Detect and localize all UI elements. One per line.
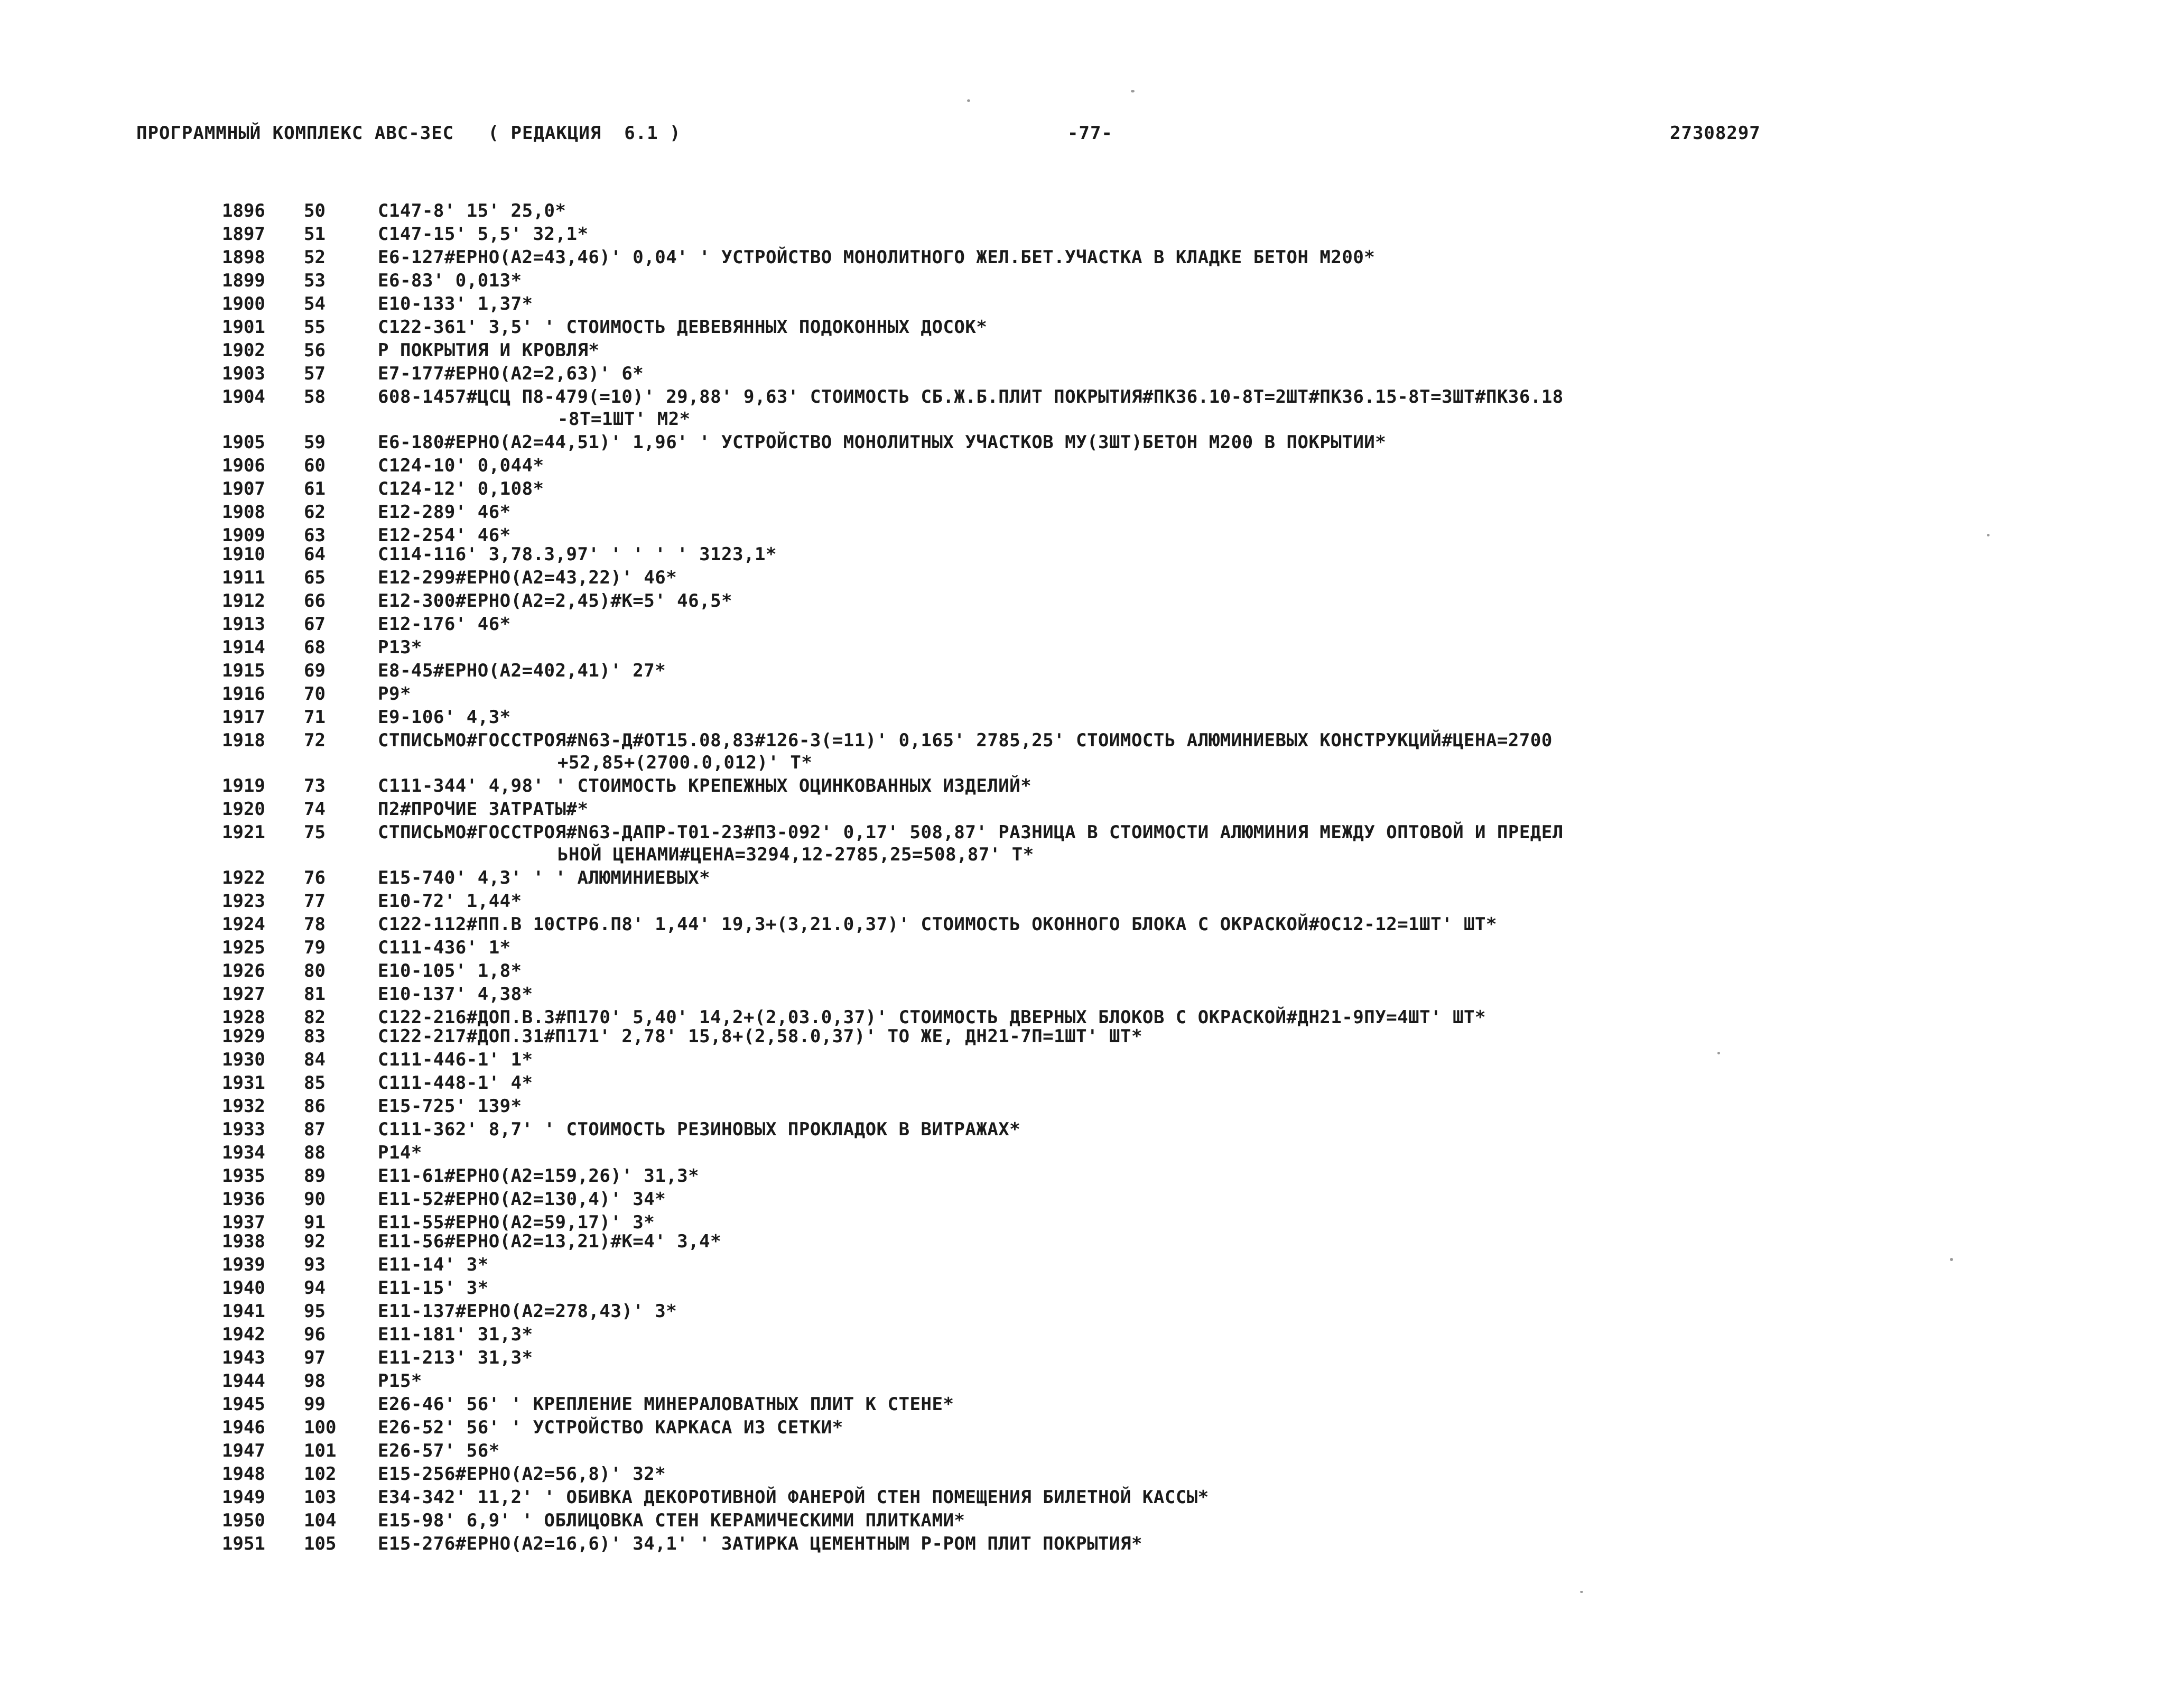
- statement-main: Е12-299#ЕРНО(А2=43,22)' 46*: [378, 567, 677, 588]
- statement-main: С122-216#ДОП.В.3#П170' 5,40' 14,2+(2,03.0,37)' СТОИМОСТЬ ДВЕРНЫХ БЛОКОВ С ОКРАСКОЙ#ДН21-9ПУ=4ШТ' ШТ*: [378, 1007, 1486, 1028]
- print-speck: [1950, 1258, 1953, 1261]
- statement-main: Р9*: [378, 683, 411, 705]
- statement-main: Е26-46' 56' ' КРЕПЛЕНИЕ МИНЕРАЛОВАТНЫХ ПЛИТ К СТЕНЕ*: [378, 1394, 954, 1415]
- listing-row: [222, 1463, 2029, 1485]
- listing-row: [222, 293, 2029, 315]
- statement-text: [378, 1486, 2029, 1508]
- statement-main: СТПИСЬМО#ГОССТРОЯ#N63-Д#ОТ15.08,83#126-3(=11)' 0,165' 2785,25' СТОИМОСТЬ АЛЮМИНИЕВЫХ КОНСТРУКЦИЙ#ЦЕНА=2700: [378, 730, 1553, 751]
- listing-row: [222, 1277, 2029, 1299]
- statement-text: [378, 1188, 2029, 1210]
- statement-number: 57: [304, 363, 326, 384]
- statement-number: 87: [304, 1119, 326, 1140]
- print-speck: [1987, 534, 1990, 536]
- statement-text: [378, 613, 2029, 635]
- line-number: 1916: [222, 683, 265, 705]
- statement-main: Е10-137' 4,38*: [378, 984, 533, 1005]
- line-number: 1945: [222, 1394, 265, 1415]
- statement-main: С114-116' 3,78.3,97' ' ' ' ' 3123,1*: [378, 544, 777, 565]
- listing-row: [222, 1049, 2029, 1071]
- statement-number: 94: [304, 1277, 326, 1299]
- statement-number: 52: [304, 247, 326, 268]
- statement-text: [378, 431, 2029, 453]
- line-number: 1915: [222, 660, 265, 681]
- statement-number: 67: [304, 614, 326, 635]
- statement-number: 81: [304, 984, 326, 1005]
- line-number: 1917: [222, 707, 265, 728]
- statement-number: 102: [304, 1463, 337, 1485]
- statement-number: 78: [304, 914, 326, 935]
- line-number: 1944: [222, 1370, 265, 1392]
- listing-row: [222, 1118, 2029, 1141]
- statement-main: Е11-15' 3*: [378, 1277, 489, 1299]
- line-number: 1910: [222, 544, 265, 565]
- header-title: ПРОГРАММНЫЙ КОМПЛЕКС АВС-3ЕС ( РЕДАКЦИЯ 6.1 ): [136, 123, 681, 144]
- statement-main: С124-10' 0,044*: [378, 455, 544, 476]
- statement-main: Р13*: [378, 637, 422, 658]
- statement-main: Е26-57' 56*: [378, 1440, 500, 1461]
- statement-text: [378, 1095, 2029, 1117]
- statement-main: Е12-300#ЕРНО(А2=2,45)#К=5' 46,5*: [378, 590, 733, 612]
- statement-main: С111-446-1' 1*: [378, 1049, 533, 1070]
- line-number: 1904: [222, 386, 265, 407]
- statement-text: [378, 660, 2029, 682]
- listing-row: [222, 339, 2029, 362]
- statement-main: Е12-289' 46*: [378, 502, 511, 523]
- line-number: 1949: [222, 1487, 265, 1508]
- statement-number: 73: [304, 775, 326, 796]
- statement-text: [378, 339, 2029, 362]
- statement-number: 91: [304, 1212, 326, 1233]
- line-number: 1900: [222, 293, 265, 314]
- statement-main: Е10-105' 1,8*: [378, 960, 522, 981]
- listing-row: [222, 1230, 2029, 1253]
- listing-row: [222, 1533, 2029, 1555]
- statement-main: Е11-55#ЕРНО(А2=59,17)' 3*: [378, 1212, 655, 1233]
- statement-main: Е11-56#ЕРНО(А2=13,21)#К=4' 3,4*: [378, 1231, 722, 1252]
- listing-row: [222, 729, 2029, 774]
- statement-text: [378, 1254, 2029, 1276]
- line-number: 1951: [222, 1533, 265, 1554]
- statement-continuation: ЬНОЙ ЦЕНАМИ#ЦЕНА=3294,12-2785,25=508,87' Т*: [557, 844, 1034, 865]
- statement-number: 74: [304, 799, 326, 820]
- statement-text: [378, 683, 2029, 705]
- line-number: 1906: [222, 455, 265, 476]
- statement-main: Е6-180#ЕРНО(А2=44,51)' 1,96' ' УСТРОЙСТВО МОНОЛИТНЫХ УЧАСТКОВ МУ(3ШТ)БЕТОН М200 В ПОКРЫТИИ*: [378, 432, 1387, 453]
- statement-main: С111-448-1' 4*: [378, 1072, 533, 1094]
- statement-text: [378, 1393, 2029, 1415]
- statement-number: 88: [304, 1142, 326, 1163]
- statement-main: Е11-137#ЕРНО(А2=278,43)' 3*: [378, 1301, 677, 1322]
- statement-number: 71: [304, 707, 326, 728]
- statement-text: [378, 798, 2029, 820]
- statement-text: [378, 1440, 2029, 1462]
- listing-row: [222, 660, 2029, 682]
- statement-main: Е11-181' 31,3*: [378, 1324, 533, 1345]
- line-number: 1922: [222, 867, 265, 888]
- statement-text: [378, 1230, 2029, 1253]
- listing-row: [222, 431, 2029, 453]
- line-number: 1903: [222, 363, 265, 384]
- statement-text: [378, 775, 2029, 797]
- statement-main: С147-15' 5,5' 32,1*: [378, 224, 589, 245]
- statement-main: С122-361' 3,5' ' СТОИМОСТЬ ДЕВЕВЯННЫХ ПОДОКОННЫХ ДОСОК*: [378, 317, 988, 338]
- listing-row: [222, 1025, 2029, 1048]
- listing-row: [222, 1300, 2029, 1322]
- statement-text: [378, 821, 2029, 866]
- listing-row: [222, 1323, 2029, 1346]
- statement-text: [378, 1300, 2029, 1322]
- statement-number: 60: [304, 455, 326, 476]
- listing-row: [222, 270, 2029, 292]
- listing-row: [222, 867, 2029, 889]
- statement-main: Е6-83' 0,013*: [378, 270, 522, 291]
- statement-text: [378, 890, 2029, 912]
- listing-row: [222, 567, 2029, 589]
- statement-main: Е12-254' 46*: [378, 525, 511, 546]
- line-number: 1936: [222, 1189, 265, 1210]
- statement-number: 100: [304, 1417, 337, 1438]
- line-number: 1899: [222, 270, 265, 291]
- statement-number: 54: [304, 293, 326, 314]
- statement-number: 92: [304, 1231, 326, 1252]
- statement-number: 62: [304, 502, 326, 523]
- statement-main: Е11-14' 3*: [378, 1254, 489, 1275]
- line-number: 1931: [222, 1072, 265, 1094]
- listing-row: [222, 200, 2029, 222]
- statement-number: 51: [304, 224, 326, 245]
- program-listing: [222, 200, 2029, 1556]
- listing-row: [222, 386, 2029, 430]
- statement-number: 101: [304, 1440, 337, 1461]
- statement-main: Е11-52#ЕРНО(А2=130,4)' 34*: [378, 1189, 666, 1210]
- statement-text: [378, 200, 2029, 222]
- line-number: 1939: [222, 1254, 265, 1275]
- line-number: 1902: [222, 340, 265, 361]
- listing-row: [222, 890, 2029, 912]
- statement-text: [378, 983, 2029, 1005]
- statement-text: [378, 1049, 2029, 1071]
- line-number: 1943: [222, 1347, 265, 1368]
- statement-text: [378, 1463, 2029, 1485]
- statement-main: С122-217#ДОП.З1#П171' 2,78' 15,8+(2,58.0,37)' ТО ЖЕ, ДН21-7П=1ШТ' ШТ*: [378, 1026, 1142, 1047]
- listing-row: [222, 501, 2029, 523]
- statement-text: [378, 363, 2029, 385]
- statement-number: 86: [304, 1096, 326, 1117]
- statement-main: СТПИСЬМО#ГОССТРОЯ#N63-ДАПР-Т01-23#П3-092' 0,17' 508,87' РАЗНИЦА В СТОИМОСТИ АЛЮМИНИЯ МЕЖДУ ОПТОВОЙ И ПРЕДЕЛ: [378, 822, 1564, 843]
- listing-row: [222, 246, 2029, 268]
- statement-number: 89: [304, 1165, 326, 1187]
- statement-text: [378, 386, 2029, 430]
- line-number: 1909: [222, 525, 265, 546]
- statement-main: Е26-52' 56' ' УСТРОЙСТВО КАРКАСА ИЗ СЕТКИ*: [378, 1417, 843, 1438]
- listing-row: [222, 1254, 2029, 1276]
- listing-row: [222, 1416, 2029, 1439]
- line-number: 1940: [222, 1277, 265, 1299]
- statement-main: Р14*: [378, 1142, 422, 1163]
- statement-text: [378, 1370, 2029, 1392]
- listing-row: [222, 613, 2029, 635]
- line-number: 1948: [222, 1463, 265, 1485]
- listing-row: [222, 223, 2029, 245]
- statement-main: Е7-177#ЕРНО(А2=2,63)' 6*: [378, 363, 644, 384]
- statement-text: [378, 1416, 2029, 1439]
- line-number: 1935: [222, 1165, 265, 1187]
- document-code: 27308297: [1670, 123, 1761, 144]
- print-speck: [967, 99, 970, 102]
- statement-number: 70: [304, 683, 326, 705]
- listing-row: [222, 683, 2029, 705]
- statement-main: С122-112#ПП.В 10СТР6.П8' 1,44' 19,3+(3,21.0,37)' СТОИМОСТЬ ОКОННОГО БЛОКА С ОКРАСКОЙ#ОС12-12=1ШТ' ШТ*: [378, 914, 1497, 935]
- listing-row: [222, 1393, 2029, 1415]
- statement-main: Е11-213' 31,3*: [378, 1347, 533, 1368]
- statement-main: С124-12' 0,108*: [378, 478, 544, 499]
- statement-number: 97: [304, 1347, 326, 1368]
- line-number: 1938: [222, 1231, 265, 1252]
- line-number: 1947: [222, 1440, 265, 1461]
- statement-text: [378, 316, 2029, 338]
- statement-number: 56: [304, 340, 326, 361]
- statement-main: П2#ПРОЧИЕ ЗАТРАТЫ#*: [378, 799, 589, 820]
- line-number: 1933: [222, 1119, 265, 1140]
- statement-main: Е15-740' 4,3' ' ' АЛЮМИНИЕВЫХ*: [378, 867, 711, 888]
- line-number: 1950: [222, 1510, 265, 1531]
- statement-number: 50: [304, 200, 326, 221]
- statement-main: Е10-133' 1,37*: [378, 293, 533, 314]
- statement-main: Е15-98' 6,9' ' ОБЛИЦОВКА СТЕН КЕРАМИЧЕСКИМИ ПЛИТКАМИ*: [378, 1510, 965, 1531]
- line-number: 1927: [222, 984, 265, 1005]
- statement-text: [378, 455, 2029, 477]
- statement-number: 53: [304, 270, 326, 291]
- statement-text: [378, 1072, 2029, 1094]
- statement-number: 66: [304, 590, 326, 612]
- listing-row: [222, 913, 2029, 935]
- listing-row: [222, 1440, 2029, 1462]
- line-number: 1946: [222, 1417, 265, 1438]
- line-number: 1898: [222, 247, 265, 268]
- statement-number: 72: [304, 730, 326, 751]
- statement-number: 95: [304, 1301, 326, 1322]
- listing-row: [222, 937, 2029, 959]
- statement-text: [378, 1323, 2029, 1346]
- statement-text: [378, 1118, 2029, 1141]
- listing-row: [222, 798, 2029, 820]
- statement-text: [378, 1347, 2029, 1369]
- statement-text: [378, 960, 2029, 982]
- line-number: 1926: [222, 960, 265, 981]
- line-number: 1918: [222, 730, 265, 751]
- statement-main: Е11-61#ЕРНО(А2=159,26)' 31,3*: [378, 1165, 700, 1187]
- listing-row: [222, 590, 2029, 612]
- statement-main: Е15-256#ЕРНО(А2=56,8)' 32*: [378, 1463, 666, 1485]
- statement-text: [378, 1165, 2029, 1187]
- statement-main: Е15-276#ЕРНО(А2=16,6)' 34,1' ' ЗАТИРКА ЦЕМЕНТНЫМ Р-РОМ ПЛИТ ПОКРЫТИЯ*: [378, 1533, 1142, 1554]
- statement-text: [378, 729, 2029, 774]
- line-number: 1924: [222, 914, 265, 935]
- statement-main: С111-436' 1*: [378, 937, 511, 958]
- statement-number: 65: [304, 567, 326, 588]
- statement-text: [378, 223, 2029, 245]
- statement-main: С111-344' 4,98' ' СТОИМОСТЬ КРЕПЕЖНЫХ ОЦИНКОВАННЫХ ИЗДЕЛИЙ*: [378, 775, 1032, 796]
- statement-number: 82: [304, 1007, 326, 1028]
- statement-main: Р15*: [378, 1370, 422, 1392]
- statement-number: 93: [304, 1254, 326, 1275]
- listing-row: [222, 1486, 2029, 1508]
- line-number: 1901: [222, 317, 265, 338]
- statement-number: 55: [304, 317, 326, 338]
- line-number: 1921: [222, 822, 265, 843]
- listing-row: [222, 1095, 2029, 1117]
- statement-number: 69: [304, 660, 326, 681]
- line-number: 1905: [222, 432, 265, 453]
- statement-continuation: -8Т=1ШТ' М2*: [557, 409, 691, 430]
- line-number: 1937: [222, 1212, 265, 1233]
- statement-text: [378, 1509, 2029, 1532]
- line-number: 1929: [222, 1026, 265, 1047]
- statement-number: 80: [304, 960, 326, 981]
- line-number: 1920: [222, 799, 265, 820]
- line-number: 1925: [222, 937, 265, 958]
- listing-row: [222, 478, 2029, 500]
- listing-row: [222, 775, 2029, 797]
- statement-number: 85: [304, 1072, 326, 1094]
- line-number: 1930: [222, 1049, 265, 1070]
- line-number: 1941: [222, 1301, 265, 1322]
- statement-text: [378, 636, 2029, 659]
- listing-row: [222, 1509, 2029, 1532]
- statement-text: [378, 706, 2029, 728]
- listing-row: [222, 543, 2029, 566]
- line-number: 1942: [222, 1324, 265, 1345]
- line-number: 1932: [222, 1096, 265, 1117]
- line-number: 1907: [222, 478, 265, 499]
- line-number: 1919: [222, 775, 265, 796]
- print-speck: [1717, 1052, 1720, 1054]
- line-number: 1928: [222, 1007, 265, 1028]
- statement-number: 64: [304, 544, 326, 565]
- statement-text: [378, 590, 2029, 612]
- listing-row: [222, 1072, 2029, 1094]
- statement-number: 83: [304, 1026, 326, 1047]
- statement-text: [378, 913, 2029, 935]
- line-number: 1923: [222, 891, 265, 912]
- statement-number: 59: [304, 432, 326, 453]
- statement-number: 99: [304, 1394, 326, 1415]
- statement-number: 61: [304, 478, 326, 499]
- statement-number: 76: [304, 867, 326, 888]
- statement-main: С111-362' 8,7' ' СТОИМОСТЬ РЕЗИНОВЫХ ПРОКЛАДОК В ВИТРАЖАХ*: [378, 1119, 1021, 1140]
- statement-text: [378, 1142, 2029, 1164]
- statement-number: 75: [304, 822, 326, 843]
- statement-number: 84: [304, 1049, 326, 1070]
- statement-number: 105: [304, 1533, 337, 1554]
- line-number: 1896: [222, 200, 265, 221]
- listing-row: [222, 1142, 2029, 1164]
- line-number: 1897: [222, 224, 265, 245]
- listing-row: [222, 636, 2029, 659]
- statement-main: Е8-45#ЕРНО(А2=402,41)' 27*: [378, 660, 666, 681]
- statement-text: [378, 478, 2029, 500]
- statement-number: 77: [304, 891, 326, 912]
- listing-row: [222, 1347, 2029, 1369]
- print-speck: [1131, 90, 1135, 92]
- statement-text: [378, 867, 2029, 889]
- line-number: 1912: [222, 590, 265, 612]
- statement-number: 98: [304, 1370, 326, 1392]
- statement-text: [378, 1025, 2029, 1048]
- statement-number: 63: [304, 525, 326, 546]
- statement-number: 68: [304, 637, 326, 658]
- listing-row: [222, 983, 2029, 1005]
- statement-text: [378, 246, 2029, 268]
- statement-text: [378, 543, 2029, 566]
- listing-row: [222, 455, 2029, 477]
- listing-row: [222, 363, 2029, 385]
- line-number: 1934: [222, 1142, 265, 1163]
- statement-main: Е9-106' 4,3*: [378, 707, 511, 728]
- statement-continuation: +52,85+(2700.0,012)' Т*: [557, 752, 813, 773]
- line-number: 1914: [222, 637, 265, 658]
- listing-row: [222, 1370, 2029, 1392]
- page-number: -77-: [1067, 123, 1113, 144]
- statement-main: Е6-127#ЕРНО(А2=43,46)' 0,04' ' УСТРОЙСТВО МОНОЛИТНОГО ЖЕЛ.БЕТ.УЧАСТКА В КЛАДКЕ БЕТОН М200*: [378, 247, 1376, 268]
- listing-row: [222, 821, 2029, 866]
- statement-main: С147-8' 15' 25,0*: [378, 200, 566, 221]
- listing-row: [222, 960, 2029, 982]
- listing-row: [222, 1188, 2029, 1210]
- statement-text: [378, 293, 2029, 315]
- statement-main: Р ПОКРЫТИЯ И КРОВЛЯ*: [378, 340, 600, 361]
- statement-number: 96: [304, 1324, 326, 1345]
- statement-number: 58: [304, 386, 326, 407]
- statement-main: Е12-176' 46*: [378, 614, 511, 635]
- statement-text: [378, 937, 2029, 959]
- line-number: 1911: [222, 567, 265, 588]
- statement-number: 103: [304, 1487, 337, 1508]
- statement-text: [378, 1277, 2029, 1299]
- statement-number: 90: [304, 1189, 326, 1210]
- listing-row: [222, 316, 2029, 338]
- line-number: 1908: [222, 502, 265, 523]
- statement-number: 104: [304, 1510, 337, 1531]
- statement-text: [378, 270, 2029, 292]
- statement-main: Е15-725' 139*: [378, 1096, 522, 1117]
- statement-main: Е34-342' 11,2' ' ОБИВКА ДЕКОРОТИВНОЙ ФАНЕРОЙ СТЕН ПОМЕЩЕНИЯ БИЛЕТНОЙ КАССЫ*: [378, 1487, 1209, 1508]
- statement-text: [378, 501, 2029, 523]
- statement-number: 79: [304, 937, 326, 958]
- statement-main: 608-1457#ЦСЦ П8-479(=10)' 29,88' 9,63' СТОИМОСТЬ СБ.Ж.Б.ПЛИТ ПОКРЫТИЯ#ПК36.10-8Т=2ШТ#ПК36.15-8Т=3ШТ#ПК36.18: [378, 386, 1564, 407]
- statement-text: [378, 567, 2029, 589]
- listing-row: [222, 1165, 2029, 1187]
- statement-text: [378, 1533, 2029, 1555]
- print-speck: [1580, 1591, 1583, 1593]
- statement-main: Е10-72' 1,44*: [378, 891, 522, 912]
- listing-row: [222, 706, 2029, 728]
- line-number: 1913: [222, 614, 265, 635]
